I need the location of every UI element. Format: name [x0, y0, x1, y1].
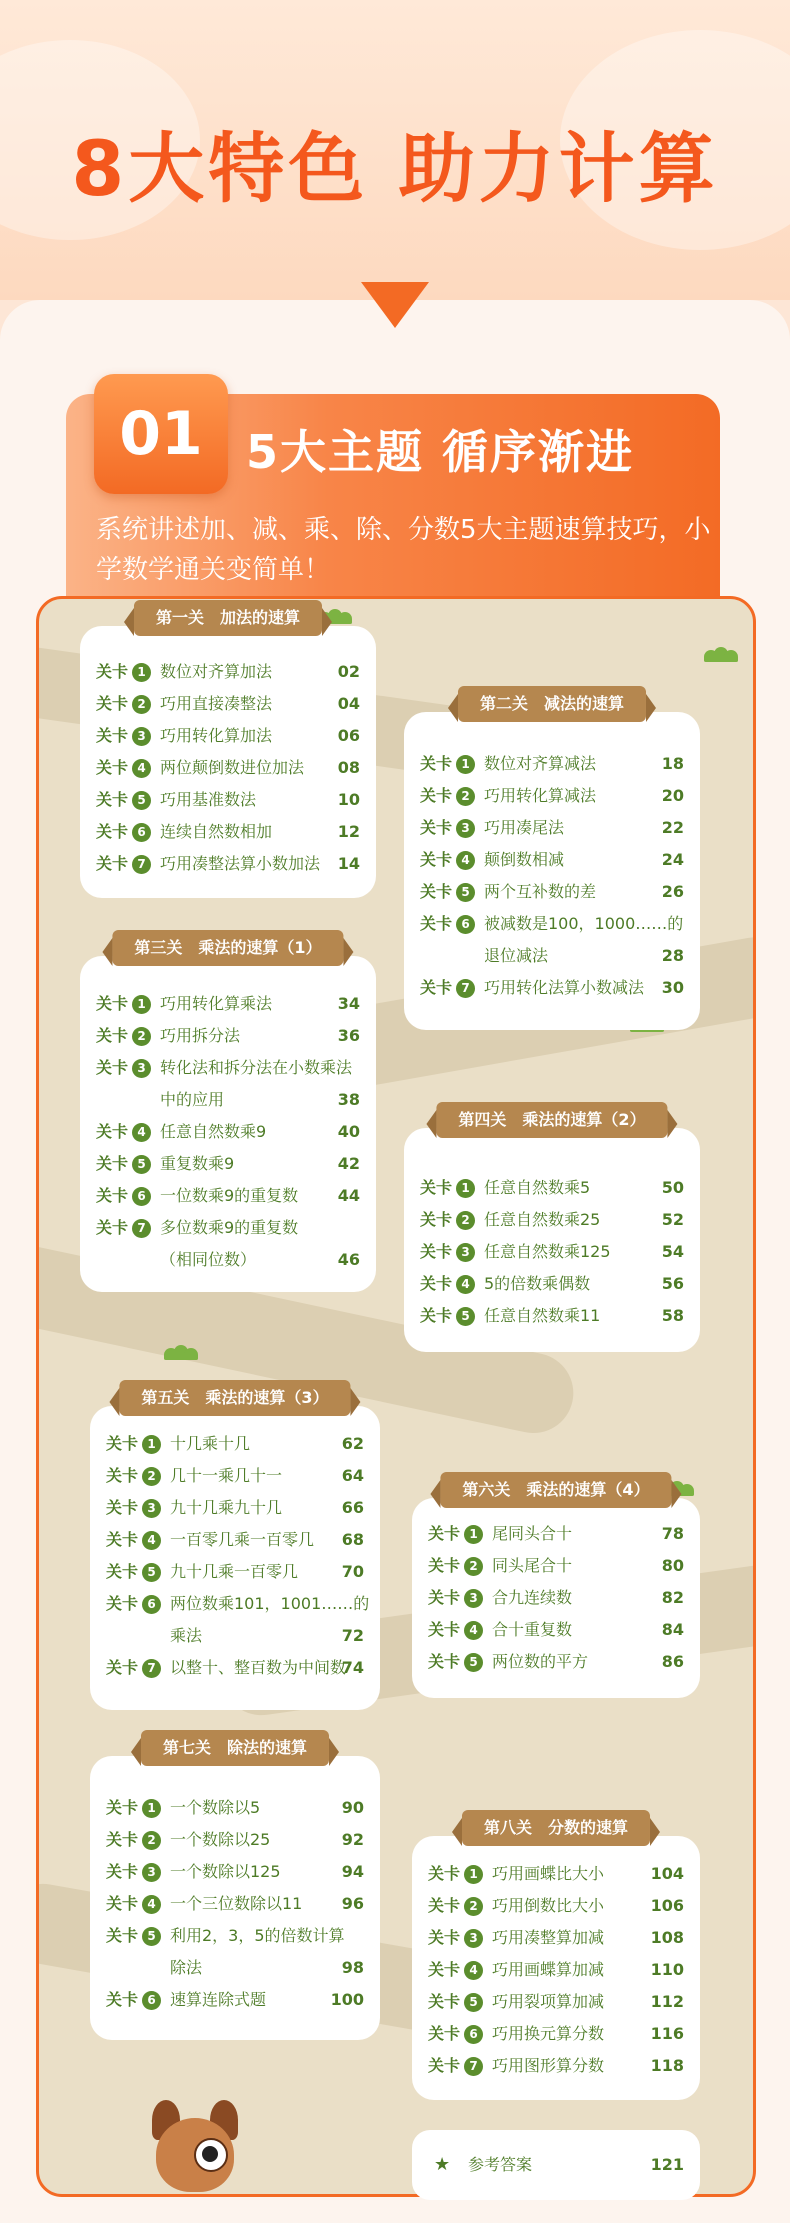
lesson-tag: 关卡 — [428, 2024, 461, 2043]
lesson-page: 112 — [650, 1992, 684, 2011]
lesson-page: 42 — [337, 1154, 360, 1173]
level-title: 第八关 分数的速算 — [462, 1810, 650, 1846]
lesson-number: 1 — [456, 755, 475, 774]
lesson-row[interactable] — [428, 1858, 684, 1890]
answers-page: 121 — [650, 2155, 684, 2174]
lesson-page: 40 — [337, 1122, 360, 1141]
lesson-name: 巧用拆分法 — [160, 1026, 241, 1045]
level-title: 第六关 乘法的速算（4） — [440, 1472, 671, 1508]
lesson-name-cont: （相同位数） — [160, 1250, 257, 1269]
lesson-row[interactable] — [428, 1550, 684, 1582]
level-card-7[interactable] — [90, 1738, 380, 2040]
level-title: 第五关 乘法的速算（3） — [119, 1380, 350, 1416]
lesson-page: 72 — [341, 1626, 364, 1645]
lesson-row[interactable] — [420, 972, 684, 1004]
lesson-number: 6 — [456, 915, 475, 934]
lesson-row[interactable] — [106, 1824, 364, 1856]
lesson-page: 36 — [337, 1026, 360, 1045]
lesson-row[interactable] — [106, 1792, 364, 1824]
lesson-number: 3 — [132, 1059, 151, 1078]
lesson-page: 18 — [661, 754, 684, 773]
lesson-name: 巧用转化算乘法 — [160, 994, 273, 1013]
lesson-tag: 关卡 — [428, 1588, 461, 1607]
lesson-number: 5 — [464, 1653, 483, 1672]
lesson-name-cont: 乘法 — [170, 1626, 203, 1645]
feature-title: 5大主题 循序渐进 — [246, 425, 635, 479]
lesson-page: 62 — [341, 1434, 364, 1453]
level-card-4[interactable] — [404, 1110, 700, 1352]
lesson-name: 巧用换元算分数 — [492, 2024, 605, 2043]
lesson-page: 20 — [661, 786, 684, 805]
lesson-number: 2 — [142, 1831, 161, 1850]
lesson-page: 08 — [337, 758, 360, 777]
lesson-row[interactable] — [96, 720, 360, 752]
lesson-page: 10 — [337, 790, 360, 809]
lesson-number: 4 — [456, 851, 475, 870]
lesson-name: 转化法和拆分法在小数乘法 — [160, 1058, 353, 1077]
lesson-number: 4 — [132, 1123, 151, 1142]
lesson-page: 74 — [341, 1658, 364, 1677]
lesson-number: 3 — [142, 1863, 161, 1882]
lesson-page: 84 — [661, 1620, 684, 1639]
lesson-page: 68 — [341, 1530, 364, 1549]
lesson-page: 06 — [337, 726, 360, 745]
lesson-tag: 关卡 — [96, 1154, 129, 1173]
level-card-6[interactable] — [412, 1480, 700, 1698]
lesson-page: 28 — [661, 946, 684, 965]
lesson-number: 2 — [464, 1897, 483, 1916]
lesson-number: 4 — [456, 1275, 475, 1294]
lesson-name: 两个互补数的差 — [484, 882, 597, 901]
lesson-row[interactable] — [96, 1020, 360, 1052]
arrow-down-icon — [361, 282, 429, 328]
lesson-number: 4 — [142, 1531, 161, 1550]
lesson-tag: 关卡 — [428, 2056, 461, 2075]
lesson-number: 6 — [132, 1187, 151, 1206]
lesson-name: 连续自然数相加 — [160, 822, 273, 841]
lesson-row[interactable] — [96, 1212, 360, 1276]
lesson-row[interactable] — [420, 812, 684, 844]
lesson-number: 1 — [132, 663, 151, 682]
lesson-row[interactable] — [428, 1986, 684, 2018]
lesson-tag: 关卡 — [420, 1210, 453, 1229]
lesson-number: 7 — [132, 855, 151, 874]
lesson-row[interactable] — [420, 1300, 684, 1332]
lesson-page: 44 — [337, 1186, 360, 1205]
lesson-number: 4 — [132, 759, 151, 778]
lesson-tag: 关卡 — [106, 1562, 139, 1581]
lesson-tag: 关卡 — [106, 1894, 139, 1913]
lesson-page: 116 — [650, 2024, 684, 2043]
lesson-row[interactable] — [96, 1180, 360, 1212]
lesson-name: 一个三位数除以11 — [170, 1894, 303, 1913]
lesson-row[interactable] — [96, 1148, 360, 1180]
lesson-page: 108 — [650, 1928, 684, 1947]
lesson-number: 5 — [464, 1993, 483, 2012]
lesson-tag: 关卡 — [428, 1960, 461, 1979]
lesson-tag: 关卡 — [428, 1992, 461, 2011]
level-card-5[interactable] — [90, 1388, 380, 1710]
hero-banner — [0, 0, 790, 300]
lesson-tag: 关卡 — [420, 914, 453, 933]
lesson-number: 5 — [132, 1155, 151, 1174]
lesson-row[interactable] — [106, 1492, 364, 1524]
lesson-name: 巧用转化法算小数减法 — [484, 978, 645, 997]
level-card-2[interactable] — [404, 694, 700, 1030]
lesson-row[interactable] — [106, 1588, 370, 1652]
lesson-number: 7 — [464, 2057, 483, 2076]
lesson-name: 十几乘十几 — [170, 1434, 251, 1453]
lesson-tag: 关卡 — [106, 1862, 139, 1881]
lesson-row[interactable] — [420, 876, 684, 908]
feature-description: 系统讲述加、减、乘、除、分数5大主题速算技巧，小学数学通关变简单！ — [96, 515, 711, 585]
lesson-number: 1 — [464, 1525, 483, 1544]
dog-eye — [194, 2138, 228, 2172]
answers-card[interactable] — [412, 2130, 700, 2200]
lesson-name: 两位数的平方 — [492, 1652, 589, 1671]
lesson-name: 巧用基准数法 — [160, 790, 257, 809]
lesson-name: 利用2，3，5的倍数计算 — [170, 1926, 345, 1945]
lesson-page: 14 — [337, 854, 360, 873]
lesson-number: 3 — [464, 1589, 483, 1608]
lesson-name-cont: 退位减法 — [484, 946, 549, 965]
lesson-tag: 关卡 — [420, 978, 453, 997]
lesson-page: 58 — [661, 1306, 684, 1325]
lesson-page: 22 — [661, 818, 684, 837]
lesson-number: 3 — [464, 1929, 483, 1948]
lesson-name: 九十几乘九十几 — [170, 1498, 283, 1517]
lesson-row[interactable] — [428, 2050, 684, 2082]
lesson-page: 100 — [330, 1990, 364, 2009]
lesson-tag: 关卡 — [420, 1274, 453, 1293]
lesson-row[interactable] — [428, 1646, 684, 1678]
lesson-name: 巧用直接凑整法 — [160, 694, 273, 713]
lesson-page: 106 — [650, 1896, 684, 1915]
lesson-number: 1 — [464, 1865, 483, 1884]
lesson-number: 7 — [142, 1659, 161, 1678]
lesson-number: 1 — [142, 1435, 161, 1454]
lesson-row[interactable] — [420, 1268, 684, 1300]
lesson-row[interactable] — [96, 688, 360, 720]
lesson-name: 任意自然数乘125 — [484, 1242, 611, 1261]
lesson-number: 2 — [464, 1557, 483, 1576]
lesson-name: 巧用图形算分数 — [492, 2056, 605, 2075]
lesson-page: 80 — [661, 1556, 684, 1575]
lesson-tag: 关卡 — [96, 790, 129, 809]
lesson-tag: 关卡 — [428, 1652, 461, 1671]
lesson-name: 巧用转化算减法 — [484, 786, 597, 805]
lesson-name: 任意自然数乘25 — [484, 1210, 601, 1229]
lesson-number: 5 — [142, 1927, 161, 1946]
answers-label: 参考答案 — [468, 2155, 533, 2174]
lesson-tag: 关卡 — [420, 1306, 453, 1325]
dog-mascot — [146, 2100, 254, 2200]
lesson-row[interactable] — [106, 1984, 364, 2016]
lesson-page: 94 — [341, 1862, 364, 1881]
lesson-name-cont: 中的应用 — [160, 1090, 225, 1109]
lesson-tag: 关卡 — [96, 854, 129, 873]
lesson-number: 2 — [142, 1467, 161, 1486]
lesson-name: 巧用画蝶比大小 — [492, 1864, 605, 1883]
lesson-page: 12 — [337, 822, 360, 841]
level-title: 第三关 乘法的速算（1） — [112, 930, 343, 966]
lesson-number: 5 — [132, 791, 151, 810]
lesson-number: 6 — [142, 1991, 161, 2010]
lesson-tag: 关卡 — [420, 818, 453, 837]
lesson-number: 7 — [132, 1219, 151, 1238]
feature-number: 01 — [94, 374, 228, 494]
lesson-number: 6 — [464, 2025, 483, 2044]
page-title: 8大特色 助力计算 — [71, 124, 719, 213]
lesson-row[interactable] — [420, 1236, 684, 1268]
lesson-name: 一个数除以125 — [170, 1862, 281, 1881]
lesson-tag: 关卡 — [96, 662, 129, 681]
lesson-tag: 关卡 — [420, 882, 453, 901]
lesson-page: 78 — [661, 1524, 684, 1543]
lesson-tag: 关卡 — [106, 1498, 139, 1517]
lesson-row[interactable] — [96, 1052, 360, 1116]
lesson-row[interactable] — [420, 908, 684, 972]
lesson-name: 巧用转化算加法 — [160, 726, 273, 745]
lesson-tag: 关卡 — [96, 1122, 129, 1141]
lesson-name: 尾同头合十 — [492, 1524, 573, 1543]
lesson-tag: 关卡 — [420, 1242, 453, 1261]
lesson-name: 多位数乘9的重复数 — [160, 1218, 299, 1237]
lesson-page: 34 — [337, 994, 360, 1013]
lesson-page: 54 — [661, 1242, 684, 1261]
lesson-name: 颠倒数相减 — [484, 850, 565, 869]
lesson-page: 64 — [341, 1466, 364, 1485]
lesson-row[interactable] — [96, 656, 360, 688]
lesson-number: 4 — [464, 1961, 483, 1980]
lesson-row[interactable] — [96, 848, 360, 880]
lesson-page: 38 — [337, 1090, 360, 1109]
lesson-number: 3 — [142, 1499, 161, 1518]
lesson-number: 7 — [456, 979, 475, 998]
lesson-tag: 关卡 — [420, 786, 453, 805]
lesson-name: 两位数乘101，1001……的 — [170, 1594, 370, 1613]
lesson-number: 3 — [456, 1243, 475, 1262]
lesson-row[interactable] — [106, 1524, 364, 1556]
level-card-8[interactable] — [412, 1818, 700, 2100]
level-title: 第一关 加法的速算 — [134, 600, 322, 636]
lesson-page: 50 — [661, 1178, 684, 1197]
lesson-page: 92 — [341, 1830, 364, 1849]
lesson-number: 2 — [132, 1027, 151, 1046]
lesson-page: 04 — [337, 694, 360, 713]
lesson-page: 30 — [661, 978, 684, 997]
lesson-page: 02 — [337, 662, 360, 681]
lesson-row[interactable] — [106, 1888, 364, 1920]
lesson-tag: 关卡 — [106, 1530, 139, 1549]
lesson-name: 两位颠倒数进位加法 — [160, 758, 305, 777]
lesson-page: 90 — [341, 1798, 364, 1817]
lesson-row[interactable] — [428, 1614, 684, 1646]
lesson-row[interactable] — [420, 1172, 684, 1204]
lesson-tag: 关卡 — [96, 822, 129, 841]
lesson-name: 速算连除式题 — [170, 1990, 267, 2009]
lesson-number: 2 — [132, 695, 151, 714]
lesson-row[interactable] — [420, 844, 684, 876]
lesson-tag: 关卡 — [106, 1466, 139, 1485]
lesson-name: 合十重复数 — [492, 1620, 573, 1639]
lesson-row[interactable] — [428, 1582, 684, 1614]
lesson-row[interactable] — [96, 752, 360, 784]
grass-icon — [164, 1348, 198, 1360]
lesson-tag: 关卡 — [428, 1928, 461, 1947]
lesson-row[interactable] — [428, 1922, 684, 1954]
lesson-name: 数位对齐算减法 — [484, 754, 597, 773]
lesson-name: 一个数除以25 — [170, 1830, 271, 1849]
lesson-page: 24 — [661, 850, 684, 869]
lesson-name: 巧用倒数比大小 — [492, 1896, 605, 1915]
lesson-name: 巧用凑整算加减 — [492, 1928, 605, 1947]
lesson-page: 110 — [650, 1960, 684, 1979]
lesson-page: 66 — [341, 1498, 364, 1517]
lesson-number: 1 — [456, 1179, 475, 1198]
lesson-row[interactable] — [96, 784, 360, 816]
lesson-tag: 关卡 — [420, 754, 453, 773]
lesson-number: 2 — [456, 787, 475, 806]
lesson-name: 以整十、整百数为中间数 — [170, 1658, 347, 1677]
lesson-tag: 关卡 — [96, 1026, 129, 1045]
level-title: 第四关 乘法的速算（2） — [436, 1102, 667, 1138]
lesson-number: 1 — [142, 1799, 161, 1818]
lesson-tag: 关卡 — [96, 1218, 129, 1237]
lesson-number: 1 — [132, 995, 151, 1014]
lesson-number: 4 — [464, 1621, 483, 1640]
lesson-row[interactable] — [106, 1556, 364, 1588]
lesson-name: 被减数是100，1000……的 — [484, 914, 684, 933]
lesson-number: 5 — [456, 1307, 475, 1326]
lesson-tag: 关卡 — [106, 1798, 139, 1817]
grass-icon — [704, 650, 738, 662]
level-card-1[interactable] — [80, 608, 376, 898]
lesson-row[interactable] — [96, 988, 360, 1020]
lesson-page: 46 — [337, 1250, 360, 1269]
lesson-number: 6 — [132, 823, 151, 842]
lesson-tag: 关卡 — [96, 694, 129, 713]
lesson-page: 98 — [341, 1958, 364, 1977]
lesson-tag: 关卡 — [106, 1658, 139, 1677]
lesson-number: 5 — [142, 1563, 161, 1582]
lesson-name: 任意自然数乘9 — [160, 1122, 267, 1141]
lesson-name: 巧用画蝶算加减 — [492, 1960, 605, 1979]
lesson-tag: 关卡 — [428, 1620, 461, 1639]
lesson-name: 几十一乘几十一 — [170, 1466, 283, 1485]
lesson-page: 118 — [650, 2056, 684, 2075]
lesson-tag: 关卡 — [96, 994, 129, 1013]
lesson-row[interactable] — [106, 1920, 364, 1984]
lesson-page: 56 — [661, 1274, 684, 1293]
lesson-tag: 关卡 — [420, 1178, 453, 1197]
lesson-tag: 关卡 — [428, 1896, 461, 1915]
lesson-row[interactable] — [96, 816, 360, 848]
lesson-page: 86 — [661, 1652, 684, 1671]
lesson-name: 数位对齐算加法 — [160, 662, 273, 681]
lesson-row[interactable] — [428, 1890, 684, 1922]
lesson-number: 4 — [142, 1895, 161, 1914]
lesson-page: 26 — [661, 882, 684, 901]
lesson-page: 96 — [341, 1894, 364, 1913]
lesson-tag: 关卡 — [96, 726, 129, 745]
lesson-name: 任意自然数乘5 — [484, 1178, 591, 1197]
lesson-name: 5的倍数乘偶数 — [484, 1274, 591, 1293]
lesson-name: 一个数除以5 — [170, 1798, 261, 1817]
lesson-name: 巧用凑整法算小数加法 — [160, 854, 321, 873]
lesson-tag: 关卡 — [106, 1434, 139, 1453]
lesson-row[interactable] — [420, 1204, 684, 1236]
level-title: 第二关 减法的速算 — [458, 686, 646, 722]
lesson-name: 合九连续数 — [492, 1588, 573, 1607]
lesson-tag: 关卡 — [420, 850, 453, 869]
lesson-tag: 关卡 — [96, 758, 129, 777]
lesson-row[interactable] — [428, 1954, 684, 1986]
lesson-tag: 关卡 — [106, 1990, 139, 2009]
lesson-name: 九十几乘一百零几 — [170, 1562, 299, 1581]
lesson-name: 一百零几乘一百零几 — [170, 1530, 315, 1549]
star-icon: ★ — [434, 2154, 451, 2175]
lesson-tag: 关卡 — [106, 1830, 139, 1849]
lesson-tag: 关卡 — [428, 1556, 461, 1575]
lesson-name: 任意自然数乘11 — [484, 1306, 601, 1325]
lesson-tag: 关卡 — [428, 1864, 461, 1883]
lesson-number: 5 — [456, 883, 475, 902]
lesson-name: 重复数乘9 — [160, 1154, 235, 1173]
lesson-name: 同头尾合十 — [492, 1556, 573, 1575]
lesson-name-cont: 除法 — [170, 1958, 203, 1977]
lesson-number: 6 — [142, 1595, 161, 1614]
lesson-row[interactable] — [428, 2018, 684, 2050]
lesson-row[interactable] — [106, 1460, 364, 1492]
lesson-name: 巧用裂项算加减 — [492, 1992, 605, 2011]
lesson-tag: 关卡 — [106, 1926, 139, 1945]
lesson-row[interactable] — [106, 1428, 364, 1460]
answers-row[interactable] — [428, 2149, 684, 2181]
lesson-row[interactable] — [420, 748, 684, 780]
lesson-tag: 关卡 — [96, 1058, 129, 1077]
lesson-page: 52 — [661, 1210, 684, 1229]
lesson-number: 3 — [456, 819, 475, 838]
lesson-row[interactable] — [106, 1652, 364, 1684]
lesson-page: 82 — [661, 1588, 684, 1607]
level-title: 第七关 除法的速算 — [141, 1730, 329, 1766]
lesson-tag: 关卡 — [106, 1594, 139, 1613]
lesson-row[interactable] — [420, 780, 684, 812]
lesson-page: 70 — [341, 1562, 364, 1581]
lesson-row[interactable] — [428, 1518, 684, 1550]
lesson-name: 一位数乘9的重复数 — [160, 1186, 299, 1205]
lesson-row[interactable] — [96, 1116, 360, 1148]
lesson-tag: 关卡 — [428, 1524, 461, 1543]
level-card-3[interactable] — [80, 938, 376, 1292]
lesson-page: 104 — [650, 1864, 684, 1883]
lesson-tag: 关卡 — [96, 1186, 129, 1205]
lesson-row[interactable] — [106, 1856, 364, 1888]
lesson-number: 2 — [456, 1211, 475, 1230]
lesson-number: 3 — [132, 727, 151, 746]
lesson-name: 巧用凑尾法 — [484, 818, 565, 837]
